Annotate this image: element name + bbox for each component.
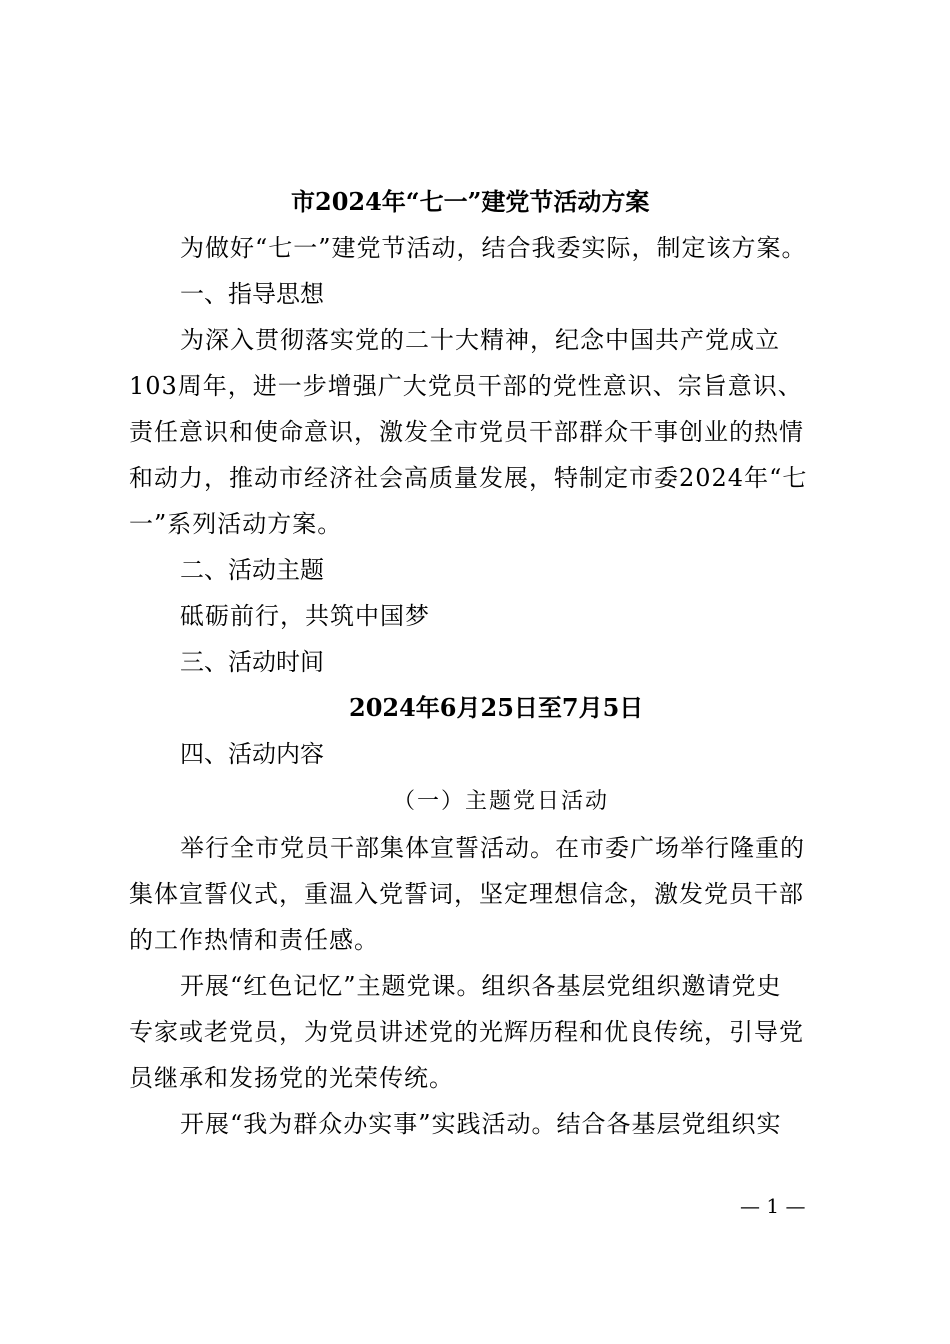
- page-number: — 1 —: [740, 1194, 806, 1218]
- paragraph-line: 集体宣誓仪式，重温入党誓词，坚定理想信念，激发党员干部: [129, 880, 804, 908]
- paragraph-line: 的工作热情和责任感。: [129, 926, 379, 954]
- paragraph-line: 专家或老党员，为党员讲述党的光辉历程和优良传统，引导党: [129, 1018, 804, 1046]
- intro-paragraph: 为做好“七一”建党节活动，结合我委实际，制定该方案。: [180, 234, 807, 262]
- paragraph-line: 103周年，进一步增强广大党员干部的党性意识、宗旨意识、: [129, 372, 803, 400]
- section-heading-time: 三、活动时间: [180, 648, 324, 676]
- section-heading-guiding-ideology: 一、指导思想: [180, 280, 324, 308]
- section-heading-content: 四、活动内容: [180, 740, 324, 768]
- paragraph-line: 一”系列活动方案。: [129, 510, 343, 538]
- paragraph-line: 责任意识和使命意识，激发全市党员干部群众干事创业的热情: [129, 418, 804, 446]
- paragraph-line: 和动力，推动市经济社会高质量发展，特制定市委2024年“七: [129, 464, 808, 492]
- paragraph-line: 开展“红色记忆”主题党课。组织各基层党组织邀请党史: [180, 972, 782, 1000]
- paragraph-line: 为深入贯彻落实党的二十大精神，纪念中国共产党成立: [180, 326, 780, 354]
- subheading-party-day: （一）主题党日活动: [393, 789, 610, 814]
- section-heading-theme: 二、活动主题: [180, 556, 324, 584]
- paragraph-line: 举行全市党员干部集体宣誓活动。在市委广场举行隆重的: [180, 834, 805, 862]
- paragraph-line: 员继承和发扬党的光荣传统。: [129, 1064, 454, 1092]
- theme-text: 砥砺前行，共筑中国梦: [180, 602, 430, 630]
- activity-time: 2024年6月25日至7月5日: [349, 693, 644, 722]
- document-title: 市2024年“七一”建党节活动方案: [291, 187, 650, 216]
- paragraph-line: 开展“我为群众办实事”实践活动。结合各基层党组织实: [180, 1110, 782, 1138]
